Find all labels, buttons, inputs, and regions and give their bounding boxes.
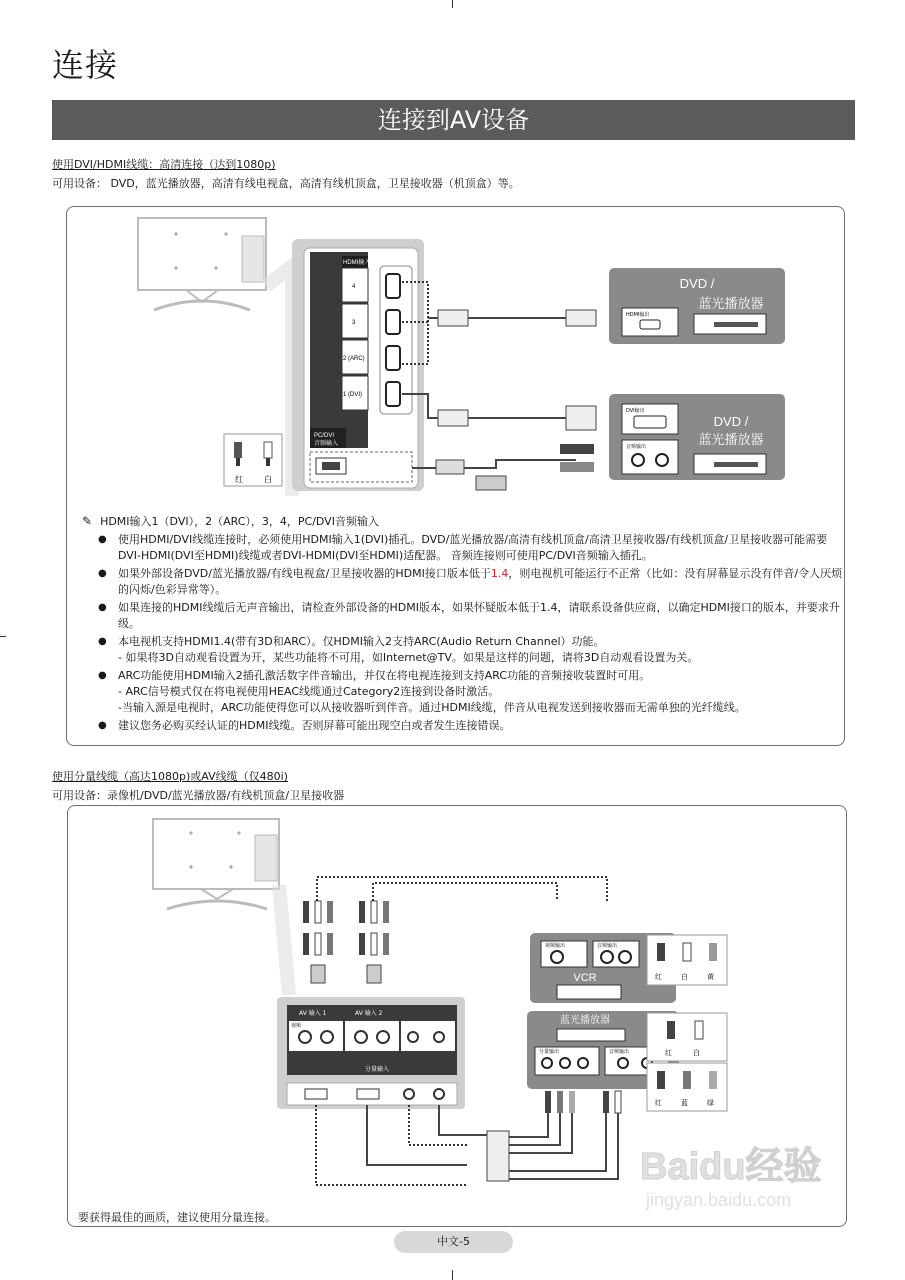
av-in2-label: AV 输入 2: [355, 1010, 383, 1017]
note-subitem: - ARC信号模式仅在将电视使用HEAC线缆通过Category2连接到设备时激活。: [118, 685, 500, 698]
notes-lead-text: HDMI输入1（DVI），2（ARC），3，4，PC/DVI音频输入: [100, 515, 379, 528]
note-text: 如果外部设备DVD/蓝光播放器/有线电视盒/卫星接收器的HDMI接口版本低于: [118, 567, 491, 580]
notes-list: [78, 532, 846, 734]
legend-white: 白: [264, 475, 272, 484]
vcr-label: VCR: [573, 972, 597, 984]
note-item: [118, 634, 846, 666]
section1-notes: [78, 513, 846, 736]
note-text: ARC功能使用HDMI输入2插孔激活数字伴音输出，并仅在将电视连接到支持ARC功能的音频接收装置时可用。: [118, 669, 651, 682]
vcr-port1-label: 视频输出: [545, 943, 566, 949]
hdmi-connection-diagram: [66, 206, 843, 506]
hdmi-ports: [380, 266, 412, 414]
device1-title-line1: DVD /: [679, 276, 715, 291]
section1-heading: 使用DVI/HDMI线缆：高清连接（达到1080p): [52, 158, 276, 171]
rca-legend-2: [647, 1013, 727, 1061]
device1-title-line2: 蓝光播放器: [698, 297, 764, 312]
legend2-white: 白: [693, 1049, 700, 1057]
baidu-watermark: [640, 1135, 870, 1245]
crop-mark-bottom: [452, 1270, 453, 1280]
vcr-port2-label: 音频输出: [597, 943, 618, 949]
hdmi-in-header: HDMI输入: [343, 260, 371, 266]
av-in1-label: AV 输入 1: [299, 1010, 327, 1017]
chapter-title: 连接: [52, 46, 119, 84]
note-item: [118, 566, 846, 598]
note-item: ● 使用HDMI/DVI线缆连接时，必须使用HDMI输入1(DVI)插孔。DVD/蓝光播放器/高清有线机顶盒/高清卫星接收器/有线机顶盒/卫星接收器可能需要DVI-HDMI(DVI至HDMI)线缆或者DVI-HDMI(DVI至HDMI)适配器。 音频连接则可使用PC/DVI音频输入插孔。: [118, 532, 846, 564]
pc-dvi-sub-label: 音频输入: [314, 441, 339, 447]
note-version-highlight: 1.4: [490, 567, 509, 580]
legend3-green: 绿: [707, 1099, 714, 1107]
note-subitem: - 如果将3D自动观看设置为开，某些功能将不可用，如Internet@TV。如果是这样的问题，请将3D自动观看设置为关。: [118, 651, 699, 664]
note-subitem: -当输入源是电视时，ARC功能使得您可以从接收器听到伴音。通过HDMI线缆，伴音从电视发送到接收器而无需单独的光纤缆线。: [118, 701, 746, 714]
section2-heading: 使用分量线缆（高达1080p)或AV线缆（仅480i): [52, 770, 288, 783]
note-item: ● 如果连接的HDMI线缆后无声音输出，请检查外部设备的HDMI版本，如果怀疑版本低于1.4，请联系设备供应商，以确定HDMI接口的版本，并要求升级。: [118, 600, 846, 632]
legend2-red: 红: [665, 1049, 672, 1057]
section1-devices: 可用设备： DVD，蓝光播放器，高清有线电视盒，高清有线机顶盒，卫星接收器（机顶盒）等。: [52, 177, 520, 190]
note-item: ● 建议您务必购买经认证的HDMI线缆。否则屏幕可能出现空白或者发生连接错误。: [118, 718, 846, 734]
crop-mark-left: [0, 636, 6, 637]
video-label: 视频: [291, 1023, 302, 1029]
av-cable-plugs: [303, 901, 389, 983]
note-text: ，则电视机可能运行不正常（比如：没有屏幕显示没有伴音/令人厌烦的闪烁/色彩异常等）。: [118, 567, 843, 596]
bluray-port1-label: 分量输出: [539, 1049, 560, 1055]
port-label-4: 4: [352, 284, 356, 290]
page-number: 中文-5: [394, 1231, 513, 1253]
rca-plug-legend: [224, 434, 282, 486]
legend-red: 红: [235, 475, 243, 484]
legend3-blue: 蓝: [681, 1099, 688, 1107]
device2-port2-label: 音频输出: [626, 444, 647, 450]
notes-lead: [82, 513, 846, 530]
port-label-1dvi: 1 (DVI): [343, 392, 363, 398]
watermark-url: jingyan.baidu.com: [646, 1190, 792, 1210]
port-label-2arc: 2 (ARC): [343, 356, 365, 362]
legend1-yellow: 黄: [707, 973, 714, 981]
watermark-brand: Baidu经验: [640, 1146, 822, 1188]
tv-rear-illustration: [153, 819, 289, 995]
device1-port-label: HDMI输出: [626, 312, 650, 318]
legend1-red: 红: [655, 973, 662, 981]
section2-footer-note: 要获得最佳的画质，建议使用分量连接。: [78, 1211, 276, 1224]
bluray-port2-label: 音频输出: [609, 1049, 630, 1055]
crop-mark-top: [452, 0, 453, 8]
device2-title-line2: 蓝光播放器: [698, 433, 764, 448]
port-label-3: 3: [352, 320, 356, 326]
section2-devices: 可用设备：录像机/DVD/蓝光播放器/有线机顶盒/卫星接收器: [52, 789, 345, 802]
note-text: 本电视机支持HDMI1.4(带有3D和ARC）。仅HDMI输入2支持ARC(Audio Return Channel）功能。: [118, 635, 605, 648]
section-title-bar: 连接到AV设备: [52, 100, 855, 140]
device2-port1-label: DVI输出: [626, 408, 645, 414]
bluray-label: 蓝光播放器: [560, 1015, 610, 1026]
legend1-white: 白: [681, 973, 688, 981]
pc-dvi-label: PC/DVI: [314, 433, 335, 439]
component-in-label: 分量输入: [365, 1066, 390, 1073]
pencil-icon: ✎: [82, 514, 93, 528]
note-item: [118, 668, 846, 716]
device2-title-line1: DVD /: [713, 414, 749, 429]
legend3-red: 红: [655, 1099, 662, 1107]
